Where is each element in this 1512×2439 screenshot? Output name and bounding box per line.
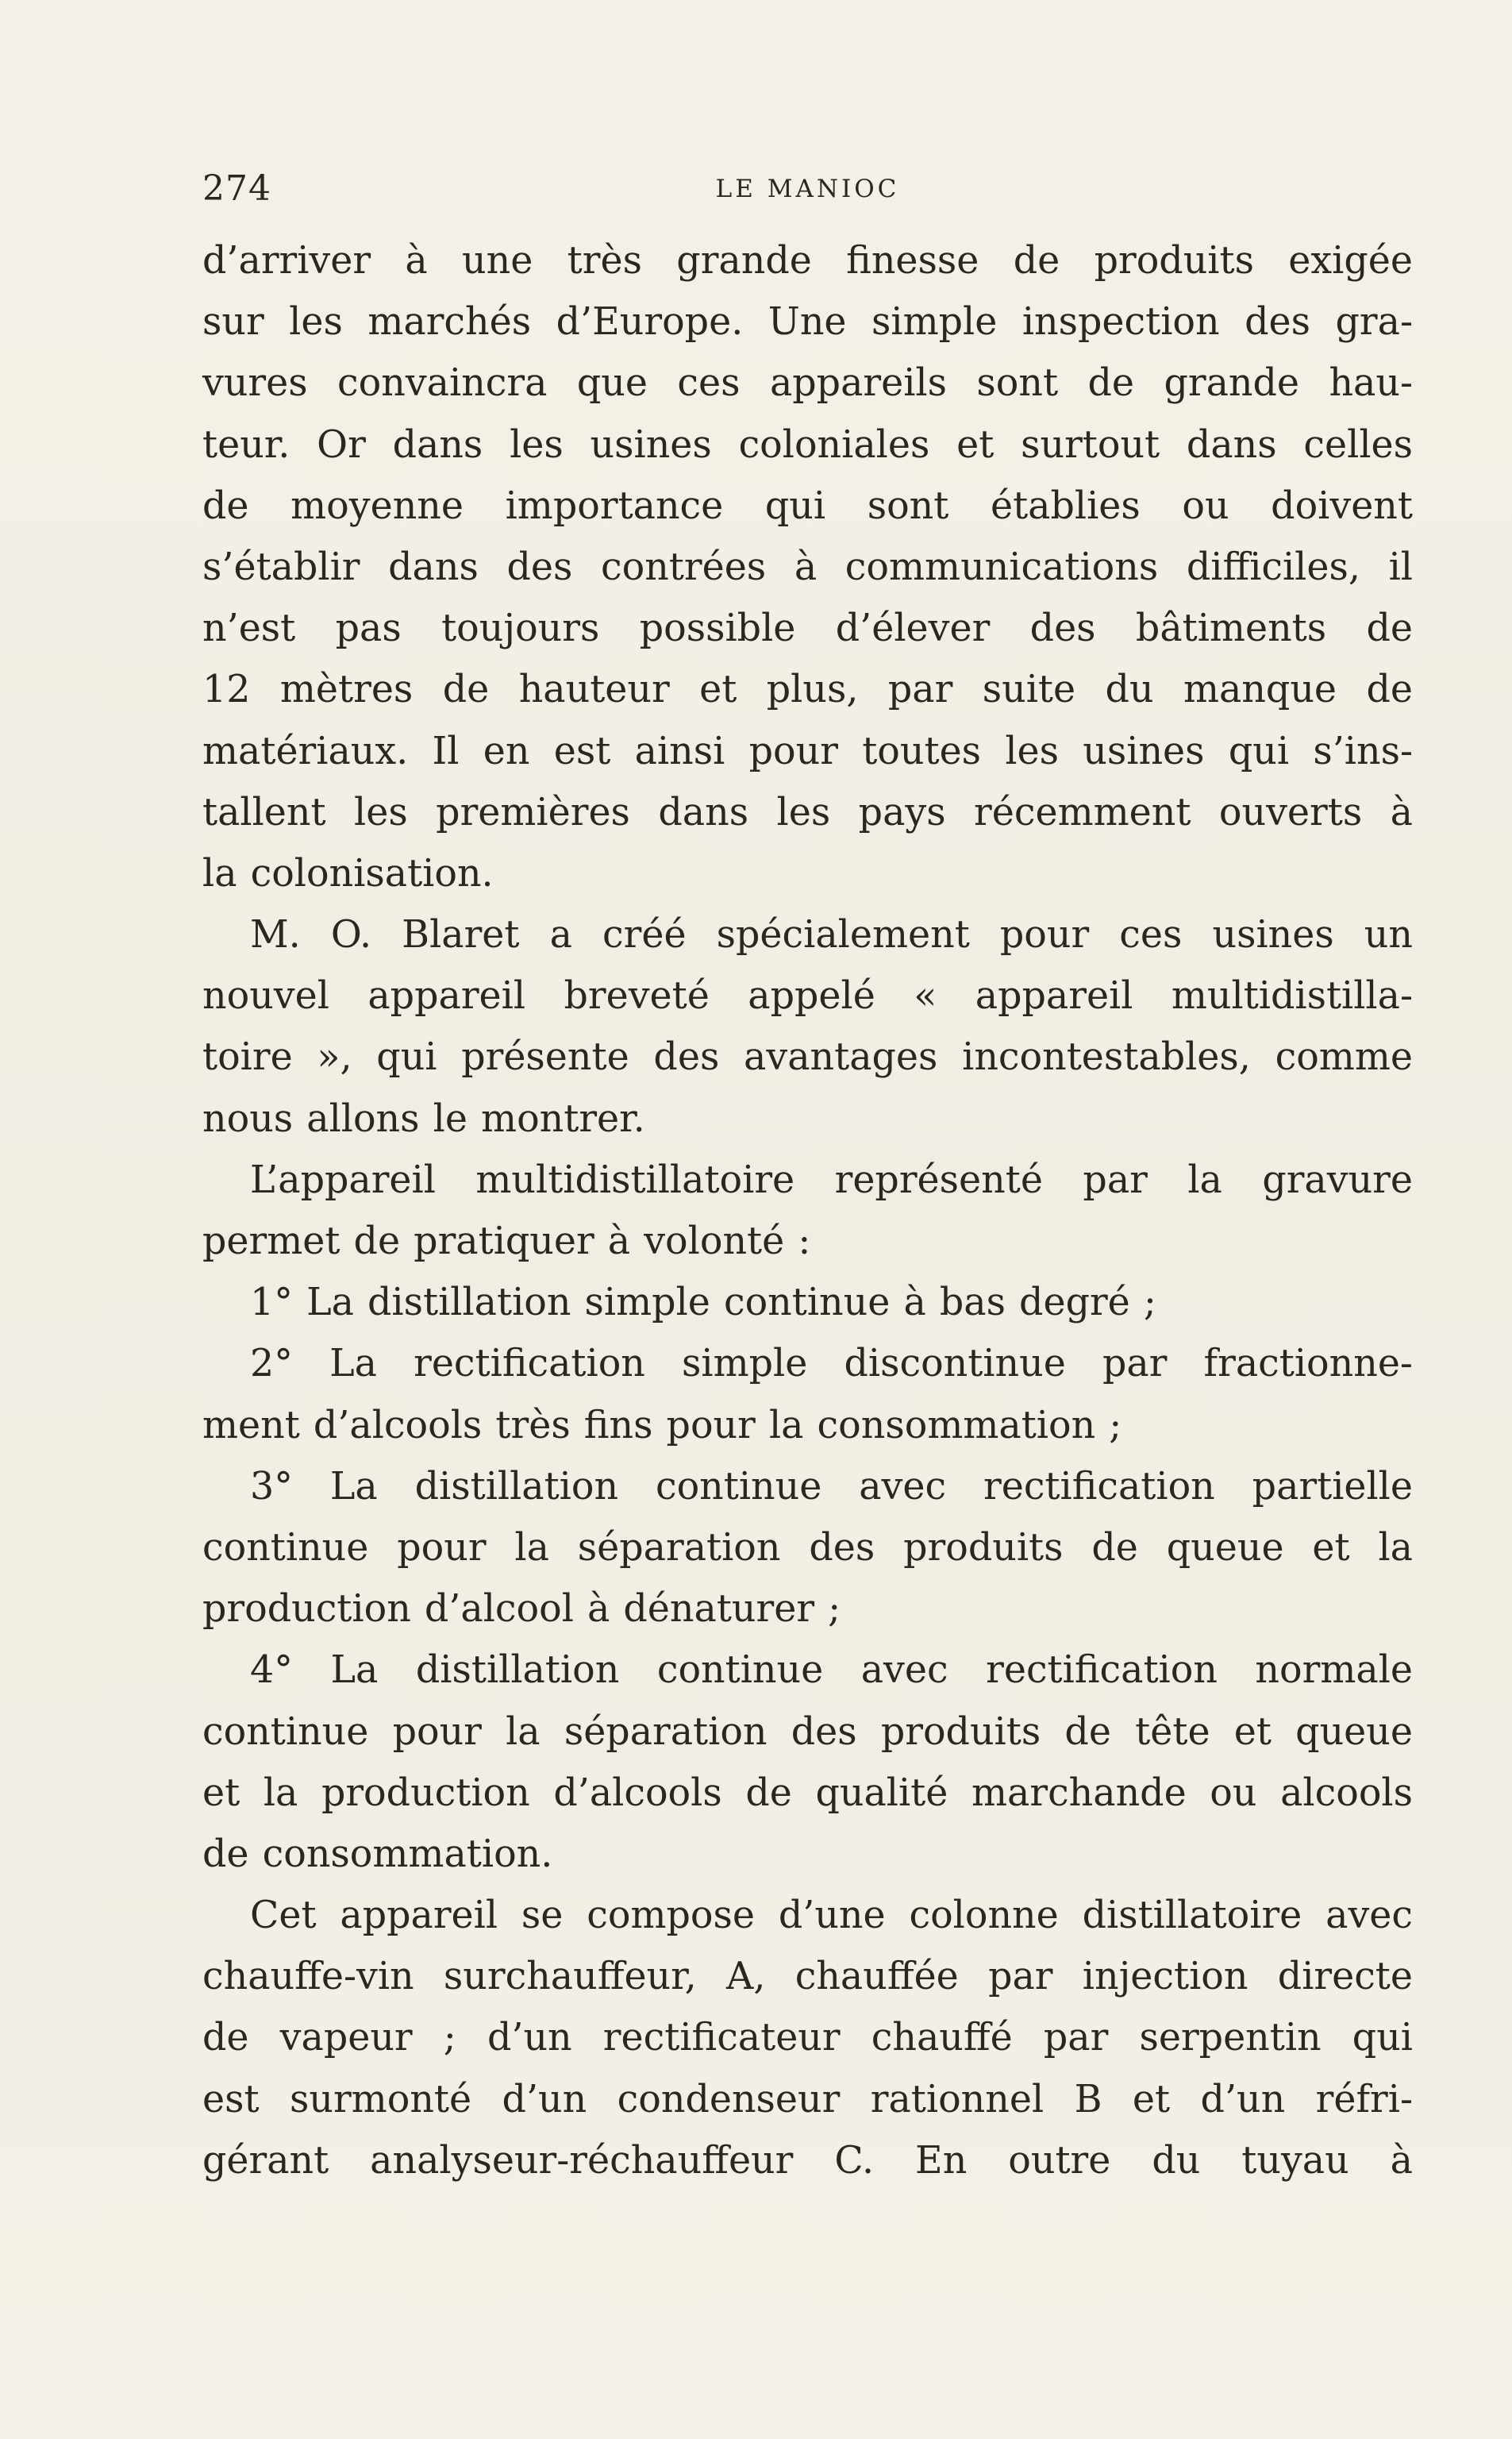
text-line: de consommation. bbox=[202, 1832, 553, 1876]
text-line: d’arriver à une très grande finesse de produits exigée bbox=[202, 239, 1413, 283]
text-line: continue pour la séparation des produits de queue et la bbox=[202, 1525, 1413, 1570]
text-line: M. O. Blaret a créé spécialement pour ces usines un bbox=[250, 913, 1413, 957]
text-line: tallent les premières dans les pays récemment ouverts à bbox=[202, 790, 1413, 834]
text-line: toire », qui présente des avantages incontestables, comme bbox=[202, 1035, 1413, 1080]
text-line: Cet appareil se compose d’une colonne distillatoire avec bbox=[250, 1894, 1413, 1938]
text-line: 1° La distillation simple continue à bas degré ; bbox=[250, 1281, 1156, 1325]
page-number: 274 bbox=[202, 168, 271, 209]
text-line: matériaux. Il en est ainsi pour toutes les usines qui s’ins- bbox=[202, 729, 1413, 773]
text-line: 3° La distillation continue avec rectification partielle bbox=[250, 1464, 1413, 1508]
body-text bbox=[202, 230, 1413, 2191]
running-title: LE MANIOC bbox=[715, 175, 900, 203]
text-line: chauffe-vin surchauffeur, A, chauffée par injection directe bbox=[202, 1955, 1413, 1999]
text-line: est surmonté d’un condenseur rationnel B et d’un réfri- bbox=[202, 2077, 1413, 2121]
text-line: gérant analyseur-réchauffeur C. En outre du tuyau à bbox=[202, 2138, 1413, 2183]
text-line: continue pour la séparation des produits de tête et queue bbox=[202, 1709, 1413, 1754]
text-line: vures convaincra que ces appareils sont de grande hau- bbox=[202, 361, 1413, 406]
text-line: de moyenne importance qui sont établies ou doivent bbox=[202, 484, 1413, 528]
text-line: permet de pratiquer à volonté : bbox=[202, 1220, 811, 1263]
text-line: nous allons le montrer. bbox=[202, 1096, 645, 1141]
text-line: n’est pas toujours possible d’élever des bâtiments de bbox=[202, 607, 1413, 651]
page-header bbox=[202, 168, 1413, 216]
text-line: s’établir dans des contrées à communications difficiles, il bbox=[202, 545, 1413, 589]
text-line: et la production d’alcools de qualité marchande ou alcools bbox=[202, 1770, 1413, 1815]
text-line: 4° La distillation continue avec rectification normale bbox=[250, 1648, 1413, 1693]
text-line: production d’alcool à dénaturer ; bbox=[202, 1587, 841, 1632]
text-line: ment d’alcools très fins pour la consommation ; bbox=[202, 1403, 1122, 1447]
text-line: L’appareil multidistillatoire représenté par la gravure bbox=[250, 1158, 1413, 1202]
text-line: de vapeur ; d’un rectificateur chauffé par serpentin qui bbox=[202, 2016, 1413, 2060]
text-line: nouvel appareil breveté appelé « appareil multidistilla- bbox=[202, 974, 1413, 1019]
text-line: sur les marchés d’Europe. Une simple inspection des gra- bbox=[202, 300, 1413, 345]
text-line: 2° La rectification simple discontinue par fractionne- bbox=[250, 1342, 1413, 1386]
text-line: teur. Or dans les usines coloniales et surtout dans celles bbox=[202, 422, 1413, 467]
text-line: 12 mètres de hauteur et plus, par suite du manque de bbox=[202, 668, 1413, 712]
text-line: la colonisation. bbox=[202, 851, 494, 896]
